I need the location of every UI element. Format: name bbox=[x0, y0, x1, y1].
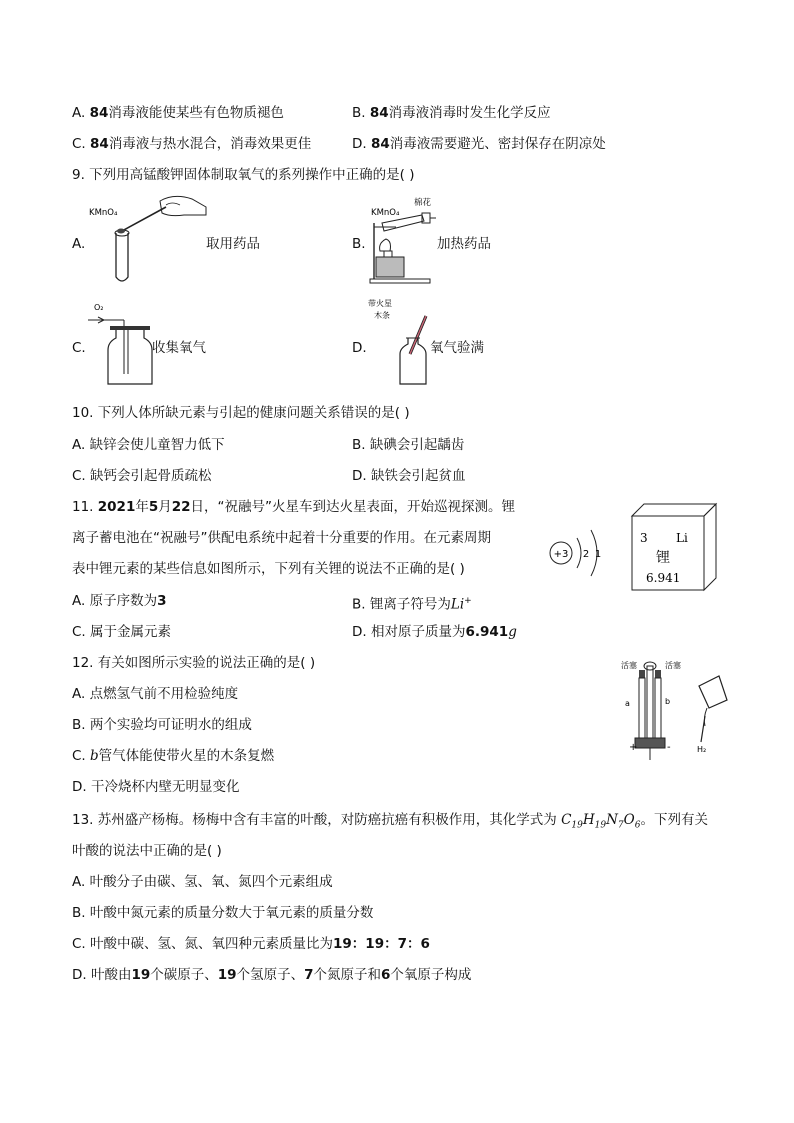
q9-option-d-letter: D. bbox=[352, 340, 367, 356]
q9-figure-d-label1: 带火星 bbox=[368, 299, 392, 308]
q13-option-c: C. 叶酸中碳、氢、氮、氧四种元素质量比为19：19：7：6 bbox=[72, 936, 430, 952]
q11-stem-line3: 表中锂元素的某些信息如图所示，下列有关锂的说法不正确的是( ) bbox=[72, 561, 465, 577]
q9-option-b-letter: B. bbox=[352, 236, 366, 252]
q11-atom-diagram bbox=[545, 524, 610, 584]
q9-figure-b bbox=[364, 193, 439, 288]
q12-fig-valve2: 活塞 bbox=[665, 661, 681, 670]
q11-option-b: B. 锂离子符号为Li+ bbox=[352, 596, 472, 613]
q12-fig-minus: - bbox=[667, 742, 671, 753]
q11-stem-line2: 离子蓄电池在“祝融号”供配电系统中起着十分重要的作用。在元素周期 bbox=[72, 530, 491, 546]
q12-option-a: A. 点燃氢气前不用检验纯度 bbox=[72, 686, 239, 702]
q9-figure-b-label1: KMnO₄ bbox=[371, 208, 400, 218]
q9-figure-d-label2: 木条 bbox=[374, 311, 390, 320]
q9-figure-a-label: KMnO₄ bbox=[89, 208, 118, 218]
q8-option-b: B. 84消毒液消毒时发生化学反应 bbox=[352, 105, 551, 121]
q11-cell-name: 锂 bbox=[656, 550, 670, 566]
q12-fig-valve1: 活塞 bbox=[621, 661, 637, 670]
q11-element-cell bbox=[628, 500, 720, 592]
q12-fig-h2: H₂ bbox=[697, 745, 707, 754]
q10-option-c: C. 缺钙会引起骨质疏松 bbox=[72, 468, 212, 484]
q9-option-d-label: 氧气验满 bbox=[430, 340, 484, 356]
q12-option-b: B. 两个实验均可证明水的组成 bbox=[72, 717, 252, 733]
q12-option-d: D. 干冷烧杯内壁无明显变化 bbox=[72, 779, 240, 795]
q10-option-b: B. 缺碘会引起龋齿 bbox=[352, 437, 465, 453]
q11-atom-shell2: 1 bbox=[594, 549, 602, 560]
q8-option-c: C. 84消毒液与热水混合，消毒效果更佳 bbox=[72, 136, 312, 152]
q11-cell-symbol: Li bbox=[676, 531, 688, 545]
q13-option-d: D. 叶酸由19个碳原子、19个氢原子、7个氮原子和6个氧原子构成 bbox=[72, 967, 472, 983]
q10-stem: 10. 下列人体所缺元素与引起的健康问题关系错误的是( ) bbox=[72, 405, 410, 421]
q9-option-a-letter: A. bbox=[72, 236, 86, 252]
q11-atom-nucleus: +3 bbox=[553, 549, 569, 560]
q11-stem-line1: 11. 2021年5月22日，“祝融号”火星车到达火星表面，开始巡视探测。锂 bbox=[72, 499, 516, 515]
q11-cell-mass: 6.941 bbox=[646, 571, 681, 585]
q13-stem-line2: 叶酸的说法中正确的是( ) bbox=[72, 843, 222, 859]
q12-option-c: C. b管气体能使带火星的木条复燃 bbox=[72, 748, 275, 764]
q12-fig-a: a bbox=[625, 699, 630, 708]
q11-option-a: A. 原子序数为3 bbox=[72, 593, 167, 609]
q12-fig-plus: + bbox=[629, 742, 638, 753]
q9-option-b-label: 加热药品 bbox=[437, 236, 491, 252]
q9-option-a-label: 取用药品 bbox=[206, 236, 260, 252]
q9-figure-b-label2: 棉花 bbox=[414, 198, 432, 208]
q11-cell-number: 3 bbox=[640, 531, 648, 545]
q8-option-d: D. 84消毒液需要避光、密封保存在阴凉处 bbox=[352, 136, 606, 152]
q9-option-c-label: 收集氧气 bbox=[152, 340, 206, 356]
q12-stem: 12. 有关如图所示实验的说法正确的是( ) bbox=[72, 655, 316, 671]
q12-fig-b: b bbox=[665, 697, 671, 706]
q11-atom-shell1: 2 bbox=[582, 549, 590, 560]
q12-electrolysis-figure bbox=[617, 656, 729, 766]
q9-figure-c-label: O₂ bbox=[94, 303, 104, 312]
q11-option-d: D. 相对原子质量为6.941g bbox=[352, 624, 517, 640]
q13-stem-line1: 13. 苏州盛产杨梅。杨梅中含有丰富的叶酸，对防癌抗癌有积极作用，其化学式为 $C_{19}H_{19}N_7O_6$。下列有关 bbox=[72, 812, 708, 831]
q10-option-d: D. 缺铁会引起贫血 bbox=[352, 468, 466, 484]
q13-formula: $C_{19}H_{19}N_7O_6$ bbox=[561, 812, 641, 831]
q11-option-c: C. 属于金属元素 bbox=[72, 624, 172, 640]
q9-stem: 9. 下列用高锰酸钾固体制取氧气的系列操作中正确的是( ) bbox=[72, 167, 415, 183]
q13-option-b: B. 叶酸中氮元素的质量分数大于氧元素的质量分数 bbox=[72, 905, 374, 921]
q9-figure-d bbox=[364, 296, 434, 388]
q9-figure-a bbox=[84, 193, 214, 288]
q13-option-a: A. 叶酸分子由碳、氢、氧、氮四个元素组成 bbox=[72, 874, 333, 890]
q8-option-a: A. 84消毒液能使某些有色物质褪色 bbox=[72, 105, 284, 121]
q10-option-a: A. 缺锌会使儿童智力低下 bbox=[72, 437, 225, 453]
q9-option-c-letter: C. bbox=[72, 340, 86, 356]
